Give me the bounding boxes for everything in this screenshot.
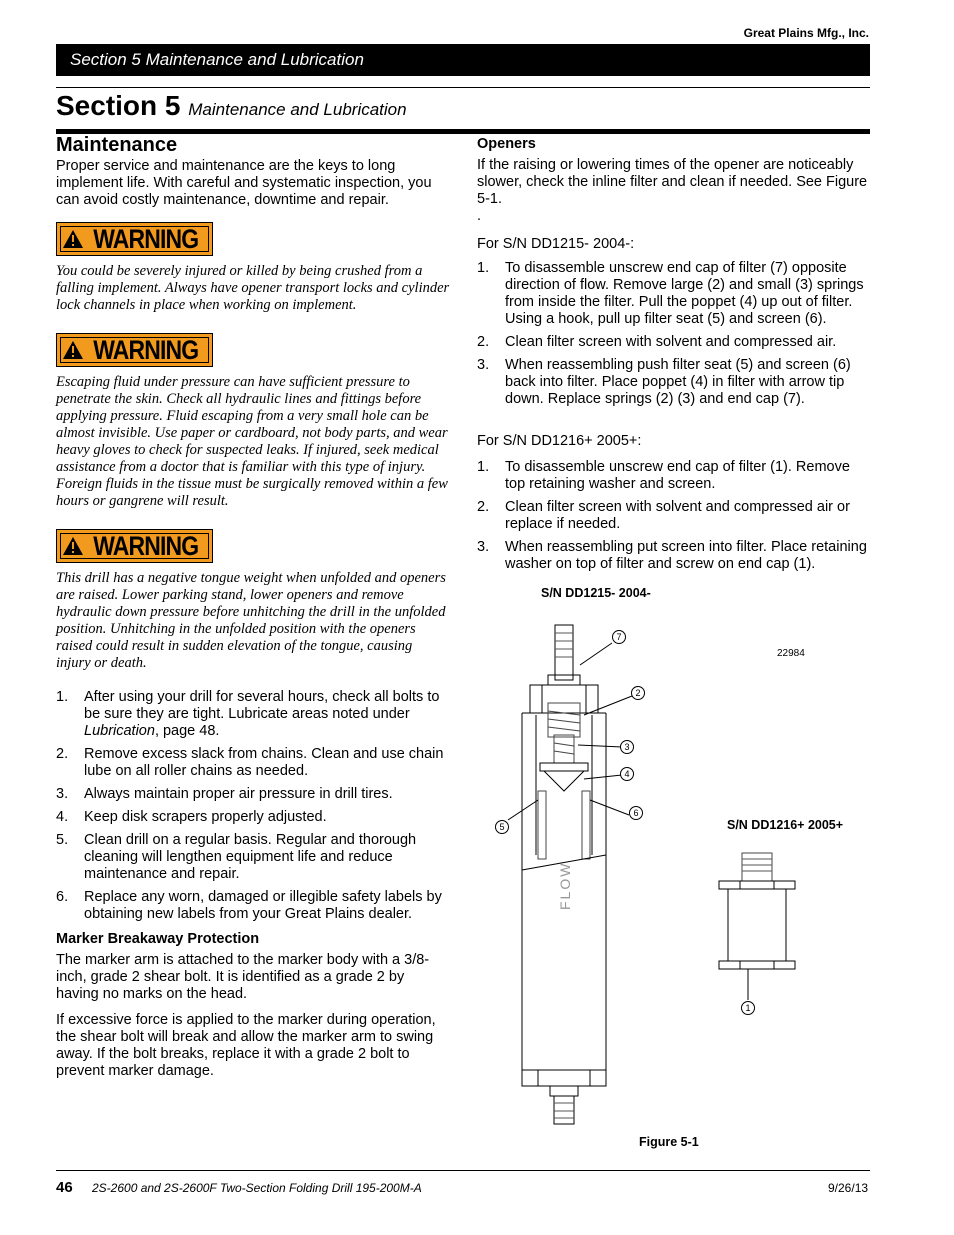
step-number: 3. bbox=[477, 357, 490, 373]
marker-heading: Marker Breakaway Protection bbox=[56, 931, 260, 947]
step-text: Clean filter screen with solvent and compressed air or replace if needed. bbox=[505, 499, 850, 532]
sn2-label: For S/N DD1216+ 2005+: bbox=[477, 433, 642, 449]
step-number: 5. bbox=[56, 832, 69, 848]
figure-label-new: S/N DD1216+ 2005+ bbox=[727, 818, 844, 832]
list-item bbox=[56, 809, 450, 826]
list-item bbox=[56, 786, 450, 803]
callout-4: 4 bbox=[624, 769, 630, 779]
step-number: 1. bbox=[477, 260, 490, 276]
step-text: Always maintain proper air pressure in drill tires. bbox=[84, 786, 393, 802]
warning-text-1: You could be severely injured or killed by being crushed from a falling implement. Always have opener transport locks and cylinder lock channels in place when working on implement. bbox=[56, 263, 450, 313]
warning-text-2: Escaping fluid under pressure can have sufficient pressure to penetrate the skin. Check all hydraulic lines and fittings before applying pressure. Fluid escaping from a very small hole can be almost invisible. Use paper or cardboard, not body parts, and wear heavy gloves to check for suspected leaks. If injured, seek medical assistance from a doctor that is familiar with this type of injury. Foreign fluids in the tissue must be surgically removed within a few hours or gangrene will result. bbox=[56, 374, 448, 509]
sn1-label: For S/N DD1215- 2004-: bbox=[477, 236, 635, 252]
section-subtitle: Maintenance and Lubrication bbox=[188, 100, 407, 119]
marker-paragraph-2: If excessive force is applied to the marker during operation, the shear bolt will break and allow the marker arm to swing away. If the bolt breaks, replace it with a grade 2 bolt to prevent marker damage. bbox=[56, 1012, 436, 1079]
footer-date: 9/26/13 bbox=[828, 1181, 869, 1195]
title-rule bbox=[56, 129, 870, 134]
list-item bbox=[477, 334, 871, 351]
maintenance-heading: Maintenance bbox=[56, 134, 178, 156]
header-rule bbox=[56, 87, 870, 88]
section-header-bar bbox=[56, 44, 870, 76]
sn1-steps bbox=[477, 260, 871, 414]
step-number: 2. bbox=[477, 499, 490, 515]
footer-rule bbox=[56, 1170, 870, 1171]
inline-filter-diagram bbox=[490, 615, 870, 1135]
warning-triangle-icon bbox=[62, 340, 84, 360]
step-text: When reassembling push filter seat (5) and screen (6) back into filter. Place poppet (4) in filter with arrow tip down. Replace springs (2) (3) and end cap (7). bbox=[505, 357, 851, 407]
list-item bbox=[477, 499, 871, 533]
company-name: Great Plains Mfg., Inc. bbox=[743, 26, 869, 40]
section-title bbox=[56, 90, 407, 122]
list-item bbox=[56, 689, 450, 740]
step-number: 3. bbox=[56, 786, 69, 802]
step-text: To disassemble unscrew end cap of filter (1). Remove top retaining washer and screen. bbox=[505, 459, 850, 492]
callout-5: 5 bbox=[499, 822, 505, 832]
warning-label-1 bbox=[56, 222, 213, 256]
section-header-text: Section 5 Maintenance and Lubrication bbox=[70, 50, 364, 69]
step-number: 2. bbox=[56, 746, 69, 762]
warning-text-3: This drill has a negative tongue weight when unfolded and openers are raised. Lower parking stand, lower openers and remove hydraulic down pressure before unhitching the drill in the unfolded position. Unhitching in the unfolded position with the openers raised could result in sudden elevation of the tongue, causing injury or death. bbox=[56, 570, 446, 671]
callout-2: 2 bbox=[635, 688, 641, 698]
marker-paragraph-1: The marker arm is attached to the marker body with a 3/8-inch, grade 2 shear bolt. It is identified as a grade 2 by having no marks on the head. bbox=[56, 952, 430, 1002]
maintenance-steps bbox=[56, 689, 450, 929]
list-item bbox=[477, 539, 871, 573]
list-item bbox=[56, 832, 450, 883]
section-number: Section 5 bbox=[56, 90, 181, 121]
figure-caption: Figure 5-1 bbox=[639, 1135, 699, 1149]
figure-label-old: S/N DD1215- 2004- bbox=[541, 586, 651, 600]
warning-triangle-icon bbox=[62, 536, 84, 556]
list-item bbox=[477, 459, 871, 493]
warning-word: WARNING bbox=[93, 334, 198, 365]
step-number: 4. bbox=[56, 809, 69, 825]
step-number: 3. bbox=[477, 539, 490, 555]
stray-dot: . bbox=[477, 208, 482, 224]
step-text: Keep disk scrapers properly adjusted. bbox=[84, 809, 327, 825]
step-number: 1. bbox=[56, 689, 69, 705]
step-text: Clean filter screen with solvent and compressed air. bbox=[505, 334, 837, 350]
openers-paragraph: If the raising or lowering times of the opener are noticeably slower, check the inline filter and clean if needed. See Figure 5-1. bbox=[477, 157, 868, 207]
footer-title: 2S-2600 and 2S-2600F Two-Section Folding Drill 195-200M-A bbox=[92, 1181, 422, 1195]
step-text: Clean drill on a regular basis. Regular and thorough cleaning will lengthen equipment life and reduce maintenance and repair. bbox=[84, 832, 417, 882]
callout-3: 3 bbox=[624, 742, 630, 752]
list-item bbox=[56, 889, 450, 923]
list-item bbox=[477, 260, 871, 328]
flow-label: FLOW bbox=[557, 861, 573, 910]
warning-word: WARNING bbox=[93, 530, 198, 561]
warning-word: WARNING bbox=[93, 223, 198, 254]
step-number: 2. bbox=[477, 334, 490, 350]
sn2-steps bbox=[477, 459, 871, 579]
step-text: , page 48. bbox=[154, 723, 220, 739]
callout-1: 1 bbox=[745, 1003, 751, 1013]
openers-heading: Openers bbox=[477, 136, 536, 152]
step-text: After using your drill for several hours, check all bolts to be sure they are tight. Lubricate areas noted under bbox=[84, 689, 440, 722]
warning-label-2 bbox=[56, 333, 213, 367]
step-number: 1. bbox=[477, 459, 490, 475]
figure-part-number: 22984 bbox=[777, 648, 805, 659]
step-text: Replace any worn, damaged or illegible safety labels by obtaining new labels from your Great Plains dealer. bbox=[84, 889, 442, 922]
step-text: When reassembling put screen into filter. Place retaining washer on top of filter and screw on end cap (1). bbox=[505, 539, 867, 572]
lubrication-reference: Lubrication bbox=[84, 723, 155, 739]
step-text: Remove excess slack from chains. Clean and use chain lube on all roller chains as needed. bbox=[84, 746, 444, 779]
callout-6: 6 bbox=[633, 808, 639, 818]
page-number: 46 bbox=[56, 1179, 73, 1196]
step-text: To disassemble unscrew end cap of filter (7) opposite direction of flow. Remove large (2) and small (3) springs from inside the filter. Pull the poppet (4) up out of filter. Using a hook, pull up filter seat (5) and screen (6). bbox=[505, 260, 864, 327]
step-number: 6. bbox=[56, 889, 69, 905]
warning-triangle-icon bbox=[62, 229, 84, 249]
warning-label-3 bbox=[56, 529, 213, 563]
list-item bbox=[56, 746, 450, 780]
maintenance-intro: Proper service and maintenance are the keys to long implement life. With careful and systematic inspection, you can avoid costly maintenance, downtime and repair. bbox=[56, 158, 432, 208]
callout-7: 7 bbox=[616, 632, 622, 642]
list-item bbox=[477, 357, 871, 408]
